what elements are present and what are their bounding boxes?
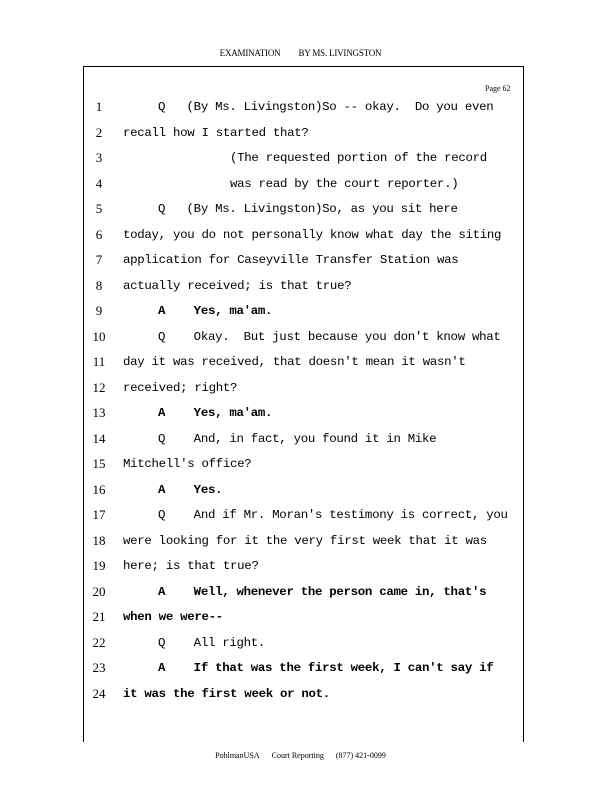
transcript-line xyxy=(0,428,601,450)
line-number: 15 xyxy=(92,456,106,471)
line-text: Q (By Ms. Livingston)So, as you sit here xyxy=(158,202,458,216)
transcript-line xyxy=(0,632,601,654)
transcript-line xyxy=(0,657,601,679)
line-text: (The requested portion of the record xyxy=(230,151,487,165)
transcript-line xyxy=(0,504,601,526)
line-number: 7 xyxy=(95,252,103,267)
line-number: 21 xyxy=(92,609,106,624)
line-text: here; is that true? xyxy=(123,559,259,573)
transcript-line xyxy=(0,402,601,424)
transcript-line xyxy=(0,453,601,475)
page-footer xyxy=(0,751,601,760)
page-header xyxy=(0,48,601,58)
line-number: 13 xyxy=(92,405,106,420)
line-text: A Yes, ma'am. xyxy=(158,304,273,318)
transcript-line xyxy=(0,606,601,628)
line-number: 12 xyxy=(92,379,106,395)
transcript-line xyxy=(0,351,601,373)
transcript-line xyxy=(0,326,601,348)
line-text: today, you do not personally know what day the siting xyxy=(123,227,502,242)
transcript-line xyxy=(0,530,601,552)
transcript-line xyxy=(0,96,601,118)
transcript-line xyxy=(0,479,601,501)
line-text: Q All right. xyxy=(158,635,266,650)
footer-phone: (877) 421-0099 xyxy=(335,751,386,760)
line-number: 5 xyxy=(95,201,103,216)
line-number: 8 xyxy=(95,277,103,293)
line-text: Mitchell's office? xyxy=(123,457,252,471)
line-text: was read by the court reporter.) xyxy=(230,176,459,191)
footer-company: PohlmanUSA xyxy=(215,751,260,760)
header-section: EXAMINATION xyxy=(219,48,281,58)
line-number: 19 xyxy=(92,558,106,573)
header-examiner: BY MS. LIVINGSTON xyxy=(298,48,382,58)
line-number: 4 xyxy=(95,175,103,191)
line-text: A Yes. xyxy=(158,482,223,497)
line-number: 23 xyxy=(92,660,106,675)
line-text: actually received; is that true? xyxy=(123,278,352,293)
page-number: Page 62 xyxy=(485,84,511,93)
line-text: recall how I started that? xyxy=(123,125,309,140)
line-text: A Yes, ma'am. xyxy=(158,406,273,420)
line-text: Q (By Ms. Livingston)So -- okay. Do you even xyxy=(158,100,494,114)
transcript-line xyxy=(0,224,601,246)
line-text: day it was received, that doesn't mean it wasn't xyxy=(123,355,466,369)
transcript-line xyxy=(0,581,601,603)
line-text: received; right? xyxy=(123,380,238,395)
transcript-line xyxy=(0,300,601,322)
line-text: Q And, in fact, you found it in Mike xyxy=(158,431,437,446)
transcript-line xyxy=(0,173,601,195)
transcript-line xyxy=(0,122,601,144)
line-text: when we were-- xyxy=(123,610,223,624)
footer-service: Court Reporting xyxy=(271,751,324,760)
line-number: 17 xyxy=(92,507,106,522)
line-number: 1 xyxy=(95,99,103,114)
transcript-line xyxy=(0,249,601,271)
line-text: application for Caseyville Transfer Station was xyxy=(123,253,459,267)
line-number: 14 xyxy=(92,430,106,446)
line-text: Q Okay. But just because you don't know what xyxy=(158,329,501,344)
line-text: A Well, whenever the person came in, that's xyxy=(158,584,487,599)
line-number: 18 xyxy=(92,532,106,548)
line-number: 10 xyxy=(92,328,106,344)
transcript-line xyxy=(0,147,601,169)
line-text: were looking for it the very first week that it was xyxy=(123,533,487,548)
line-number: 9 xyxy=(95,303,103,318)
transcript-line xyxy=(0,198,601,220)
line-number: 16 xyxy=(92,481,106,497)
line-number: 22 xyxy=(92,634,106,650)
line-text: Q And if Mr. Moran's testimony is correct, you xyxy=(158,508,508,522)
transcript-line xyxy=(0,377,601,399)
line-number: 2 xyxy=(95,124,103,140)
line-number: 24 xyxy=(92,685,106,701)
line-text: A If that was the first week, I can't say if xyxy=(158,661,494,675)
line-number: 20 xyxy=(92,583,106,599)
transcript-line xyxy=(0,683,601,705)
transcript-line xyxy=(0,275,601,297)
line-text: it was the first week or not. xyxy=(123,686,330,701)
line-number: 6 xyxy=(95,226,103,242)
line-number: 3 xyxy=(95,150,103,165)
transcript-line xyxy=(0,555,601,577)
line-number: 11 xyxy=(92,354,106,369)
